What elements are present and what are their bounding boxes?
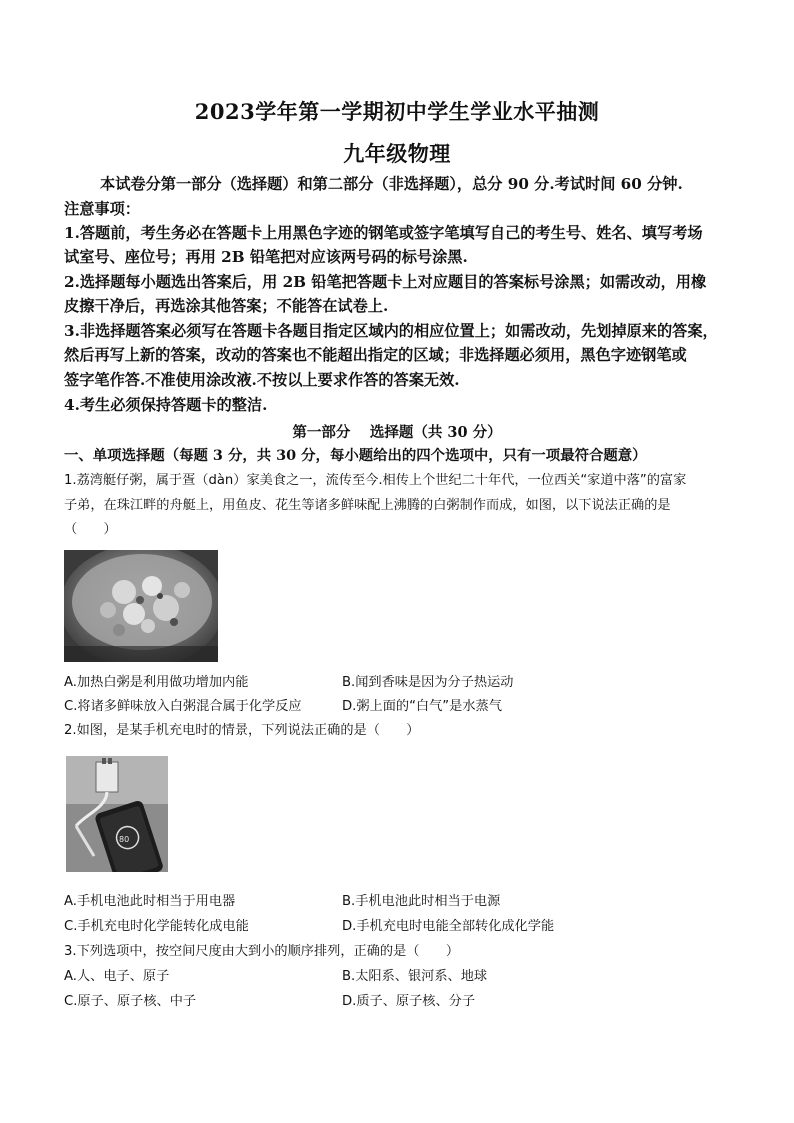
notice-line: 皮擦干净后，再选涂其他答案；不能答在试卷上. (64, 297, 389, 315)
q1-stem-line: 子弟，在珠江畔的舟艇上，用鱼皮、花生等诸多鲜味配上沸腾的白粥制作而成，如图，以下说法正确的是 (64, 498, 671, 513)
q1-option-c: C.将诸多鲜味放入白粥混合属于化学反应 (64, 699, 302, 714)
q2-stem: 2.如图，是某手机充电时的情景，下列说法正确的是（ ） (64, 723, 420, 738)
q1-stem-line: 1.荔湾艇仔粥，属于疍（dàn）家美食之一，流传至今.相传上个世纪二十年代，一位西关“家道中落”的富家 (64, 473, 687, 488)
notice-heading: 注意事项： (64, 200, 140, 218)
q1-option-b: B.闻到香味是因为分子热运动 (342, 675, 514, 690)
q1-stem-line: （ ） (64, 522, 117, 537)
q2-option-b: B.手机电池此时相当于电源 (342, 894, 501, 909)
q1-option-d: D.粥上面的“白气”是水蒸气 (342, 699, 502, 714)
notice-line: 3.非选择题答案必须写在答题卡各题目指定区域内的相应位置上；如需改动，先划掉原来的答案， (64, 322, 718, 340)
notice-line: 试室号、座位号；再用 2B 铅笔把对应该两号码的标号涂黑. (64, 248, 468, 266)
q3-stem: 3.下列选项中，按空间尺度由大到小的顺序排列，正确的是（ ） (64, 944, 460, 959)
notice-line: 4.考生必须保持答题卡的整洁. (64, 396, 268, 414)
porridge-photo (64, 550, 218, 662)
q3-option-b: B.太阳系、银河系、地球 (342, 969, 488, 984)
phone-image (66, 756, 168, 872)
q3-option-a: A.人、电子、原子 (64, 969, 170, 984)
notice-line: 1.答题前，考生务必在答题卡上用黑色字迹的钢笔或签字笔填写自己的考生号、姓名、填写考场 (64, 224, 703, 242)
exam-intro: 本试卷分第一部分（选择题）和第二部分（非选择题），总分 90 分.考试时间 60 分钟. (100, 175, 683, 193)
exam-title: 2023学年第一学期初中学生学业水平抽测 (194, 99, 600, 124)
subject-title: 九年级物理 (343, 141, 451, 166)
section-heading: 一、单项选择题（每题 3 分，共 30 分，每小题给出的四个选项中，只有一项最符合题意） (64, 447, 647, 464)
phone-charging-photo (66, 756, 168, 872)
notice-line: 然后再写上新的答案，改动的答案也不能超出指定的区域；非选择题必须用，黑色字迹钢笔或 (64, 346, 687, 364)
q3-option-c: C.原子、原子核、中子 (64, 994, 197, 1009)
porridge-image (64, 550, 218, 662)
q2-option-a: A.手机电池此时相当于用电器 (64, 894, 236, 909)
q2-option-c: C.手机充电时化学能转化成电能 (64, 919, 249, 934)
part-title: 第一部分 选择题（共 30 分） (292, 424, 502, 441)
notice-line: 签字笔作答.不准使用涂改液.不按以上要求作答的答案无效. (64, 371, 460, 389)
q3-option-d: D.质子、原子核、分子 (342, 994, 476, 1009)
notice-line: 2.选择题每小题选出答案后，用 2B 铅笔把答题卡上对应题目的答案标号涂黑；如需改动，用橡 (64, 273, 707, 291)
q2-option-d: D.手机充电时电能全部转化成化学能 (342, 919, 555, 934)
phone-battery-readout: 80 (119, 835, 130, 844)
q1-option-a: A.加热白粥是利用做功增加内能 (64, 675, 249, 690)
